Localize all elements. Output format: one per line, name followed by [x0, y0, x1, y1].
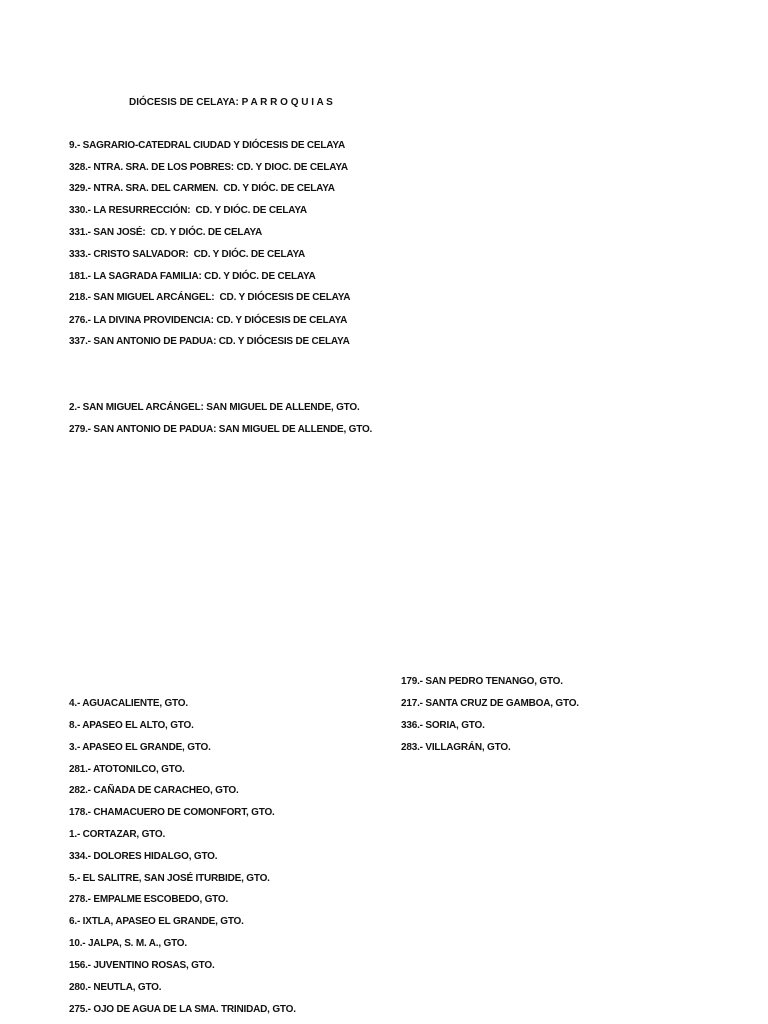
- parish-entry: 331.- SAN JOSÉ: CD. Y DIÓC. DE CELAYA: [69, 227, 263, 238]
- parish-entry: 2.- SAN MIGUEL ARCÁNGEL: SAN MIGUEL DE ALLENDE, GTO.: [69, 402, 360, 413]
- page-title: DIÓCESIS DE CELAYA: P A R R O Q U I A S: [129, 97, 333, 108]
- parish-entry: 8.- APASEO EL ALTO, GTO.: [69, 720, 194, 731]
- parish-entry: 275.- OJO DE AGUA DE LA SMA. TRINIDAD, GTO.: [69, 1004, 296, 1015]
- parish-entry: 3.- APASEO EL GRANDE, GTO.: [69, 742, 211, 753]
- parish-entry: 9.- SAGRARIO-CATEDRAL CIUDAD Y DIÓCESIS DE CELAYA: [69, 140, 345, 151]
- parish-entry: 217.- SANTA CRUZ DE GAMBOA, GTO.: [401, 698, 579, 709]
- parish-entry: 329.- NTRA. SRA. DEL CARMEN. CD. Y DIÓC. DE CELAYA: [69, 183, 335, 194]
- parish-entry: 330.- LA RESURRECCIÓN: CD. Y DIÓC. DE CELAYA: [69, 205, 307, 216]
- parish-entry: 282.- CAÑADA DE CARACHEO, GTO.: [69, 785, 239, 796]
- parish-entry: 6.- IXTLA, APASEO EL GRANDE, GTO.: [69, 916, 244, 927]
- parish-entry: 156.- JUVENTINO ROSAS, GTO.: [69, 960, 215, 971]
- parish-entry: 278.- EMPALME ESCOBEDO, GTO.: [69, 894, 229, 905]
- parish-entry: 328.- NTRA. SRA. DE LOS POBRES: CD. Y DIOC. DE CELAYA: [69, 162, 348, 173]
- parish-entry: 337.- SAN ANTONIO DE PADUA: CD. Y DIÓCESIS DE CELAYA: [69, 336, 350, 347]
- parish-entry: 334.- DOLORES HIDALGO, GTO.: [69, 851, 218, 862]
- parish-entry: 4.- AGUACALIENTE, GTO.: [69, 698, 188, 709]
- parish-entry: 336.- SORIA, GTO.: [401, 720, 485, 731]
- parish-entry: 1.- CORTAZAR, GTO.: [69, 829, 166, 840]
- parish-entry: 280.- NEUTLA, GTO.: [69, 982, 162, 993]
- parish-entry: 10.- JALPA, S. M. A., GTO.: [69, 938, 187, 949]
- parish-entry: 218.- SAN MIGUEL ARCÁNGEL: CD. Y DIÓCESIS DE CELAYA: [69, 292, 351, 303]
- parish-entry: 5.- EL SALITRE, SAN JOSÉ ITURBIDE, GTO.: [69, 873, 270, 884]
- parish-entry: 333.- CRISTO SALVADOR: CD. Y DIÓC. DE CELAYA: [69, 249, 306, 260]
- parish-entry: 178.- CHAMACUERO DE COMONFORT, GTO.: [69, 807, 275, 818]
- parish-entry: 181.- LA SAGRADA FAMILIA: CD. Y DIÓC. DE CELAYA: [69, 271, 316, 282]
- parish-entry: 281.- ATOTONILCO, GTO.: [69, 764, 185, 775]
- parish-entry: 283.- VILLAGRÁN, GTO.: [401, 742, 511, 753]
- parish-entry: 279.- SAN ANTONIO DE PADUA: SAN MIGUEL DE ALLENDE, GTO.: [69, 424, 373, 435]
- parish-entry: 276.- LA DIVINA PROVIDENCIA: CD. Y DIÓCESIS DE CELAYA: [69, 315, 348, 326]
- parish-entry: 179.- SAN PEDRO TENANGO, GTO.: [401, 676, 563, 687]
